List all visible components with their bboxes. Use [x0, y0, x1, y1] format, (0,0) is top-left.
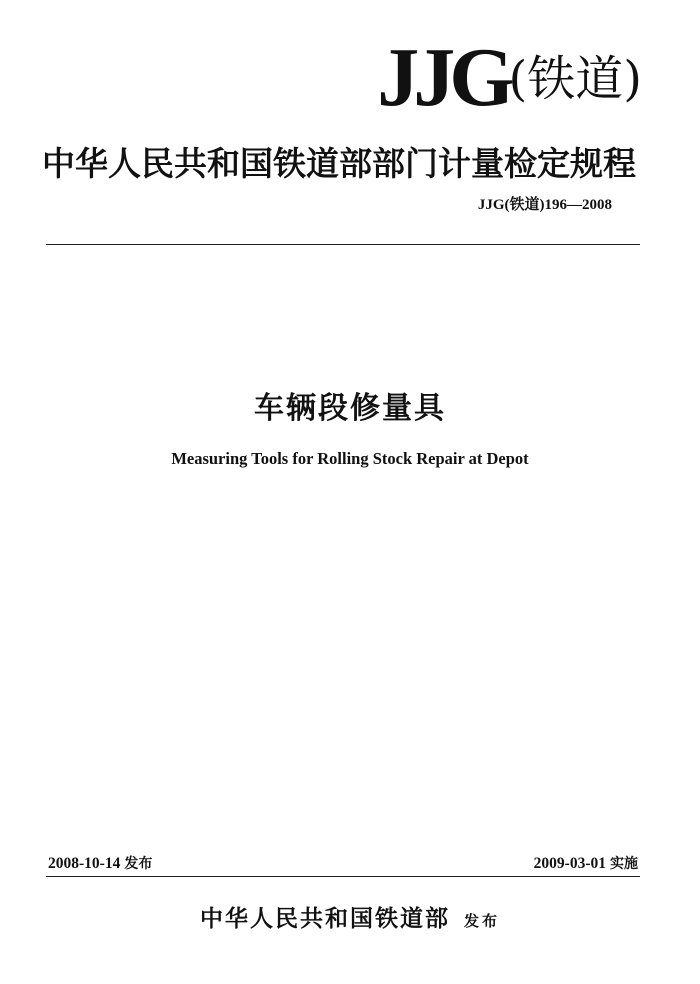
publisher-line [0, 900, 700, 933]
publisher-name: 中华人民共和国铁道部 [199, 905, 450, 932]
implement-date-block [534, 853, 638, 873]
issue-label: 发布 [124, 856, 153, 872]
logo-latin: JJG [377, 31, 509, 124]
implement-label: 实施 [610, 856, 638, 872]
issue-date-block [48, 853, 152, 873]
logo-cjk: (铁道) [508, 51, 642, 107]
regulation-series-title: 中华人民共和国铁道部部门计量检定规程 [42, 144, 636, 183]
issue-date: 2008-10-14 [48, 855, 121, 872]
document-title-cn: 车辆段修量具 [254, 391, 446, 426]
publish-action: 发布 [463, 912, 500, 930]
document-title-en: Measuring Tools for Rolling Stock Repair at Depot [171, 449, 529, 468]
top-divider [46, 244, 640, 245]
standard-number: JJG(铁道)196—2008 [477, 197, 612, 213]
implement-date: 2009-03-01 [533, 855, 606, 872]
standard-logo [377, 31, 642, 124]
bottom-divider [46, 876, 640, 877]
